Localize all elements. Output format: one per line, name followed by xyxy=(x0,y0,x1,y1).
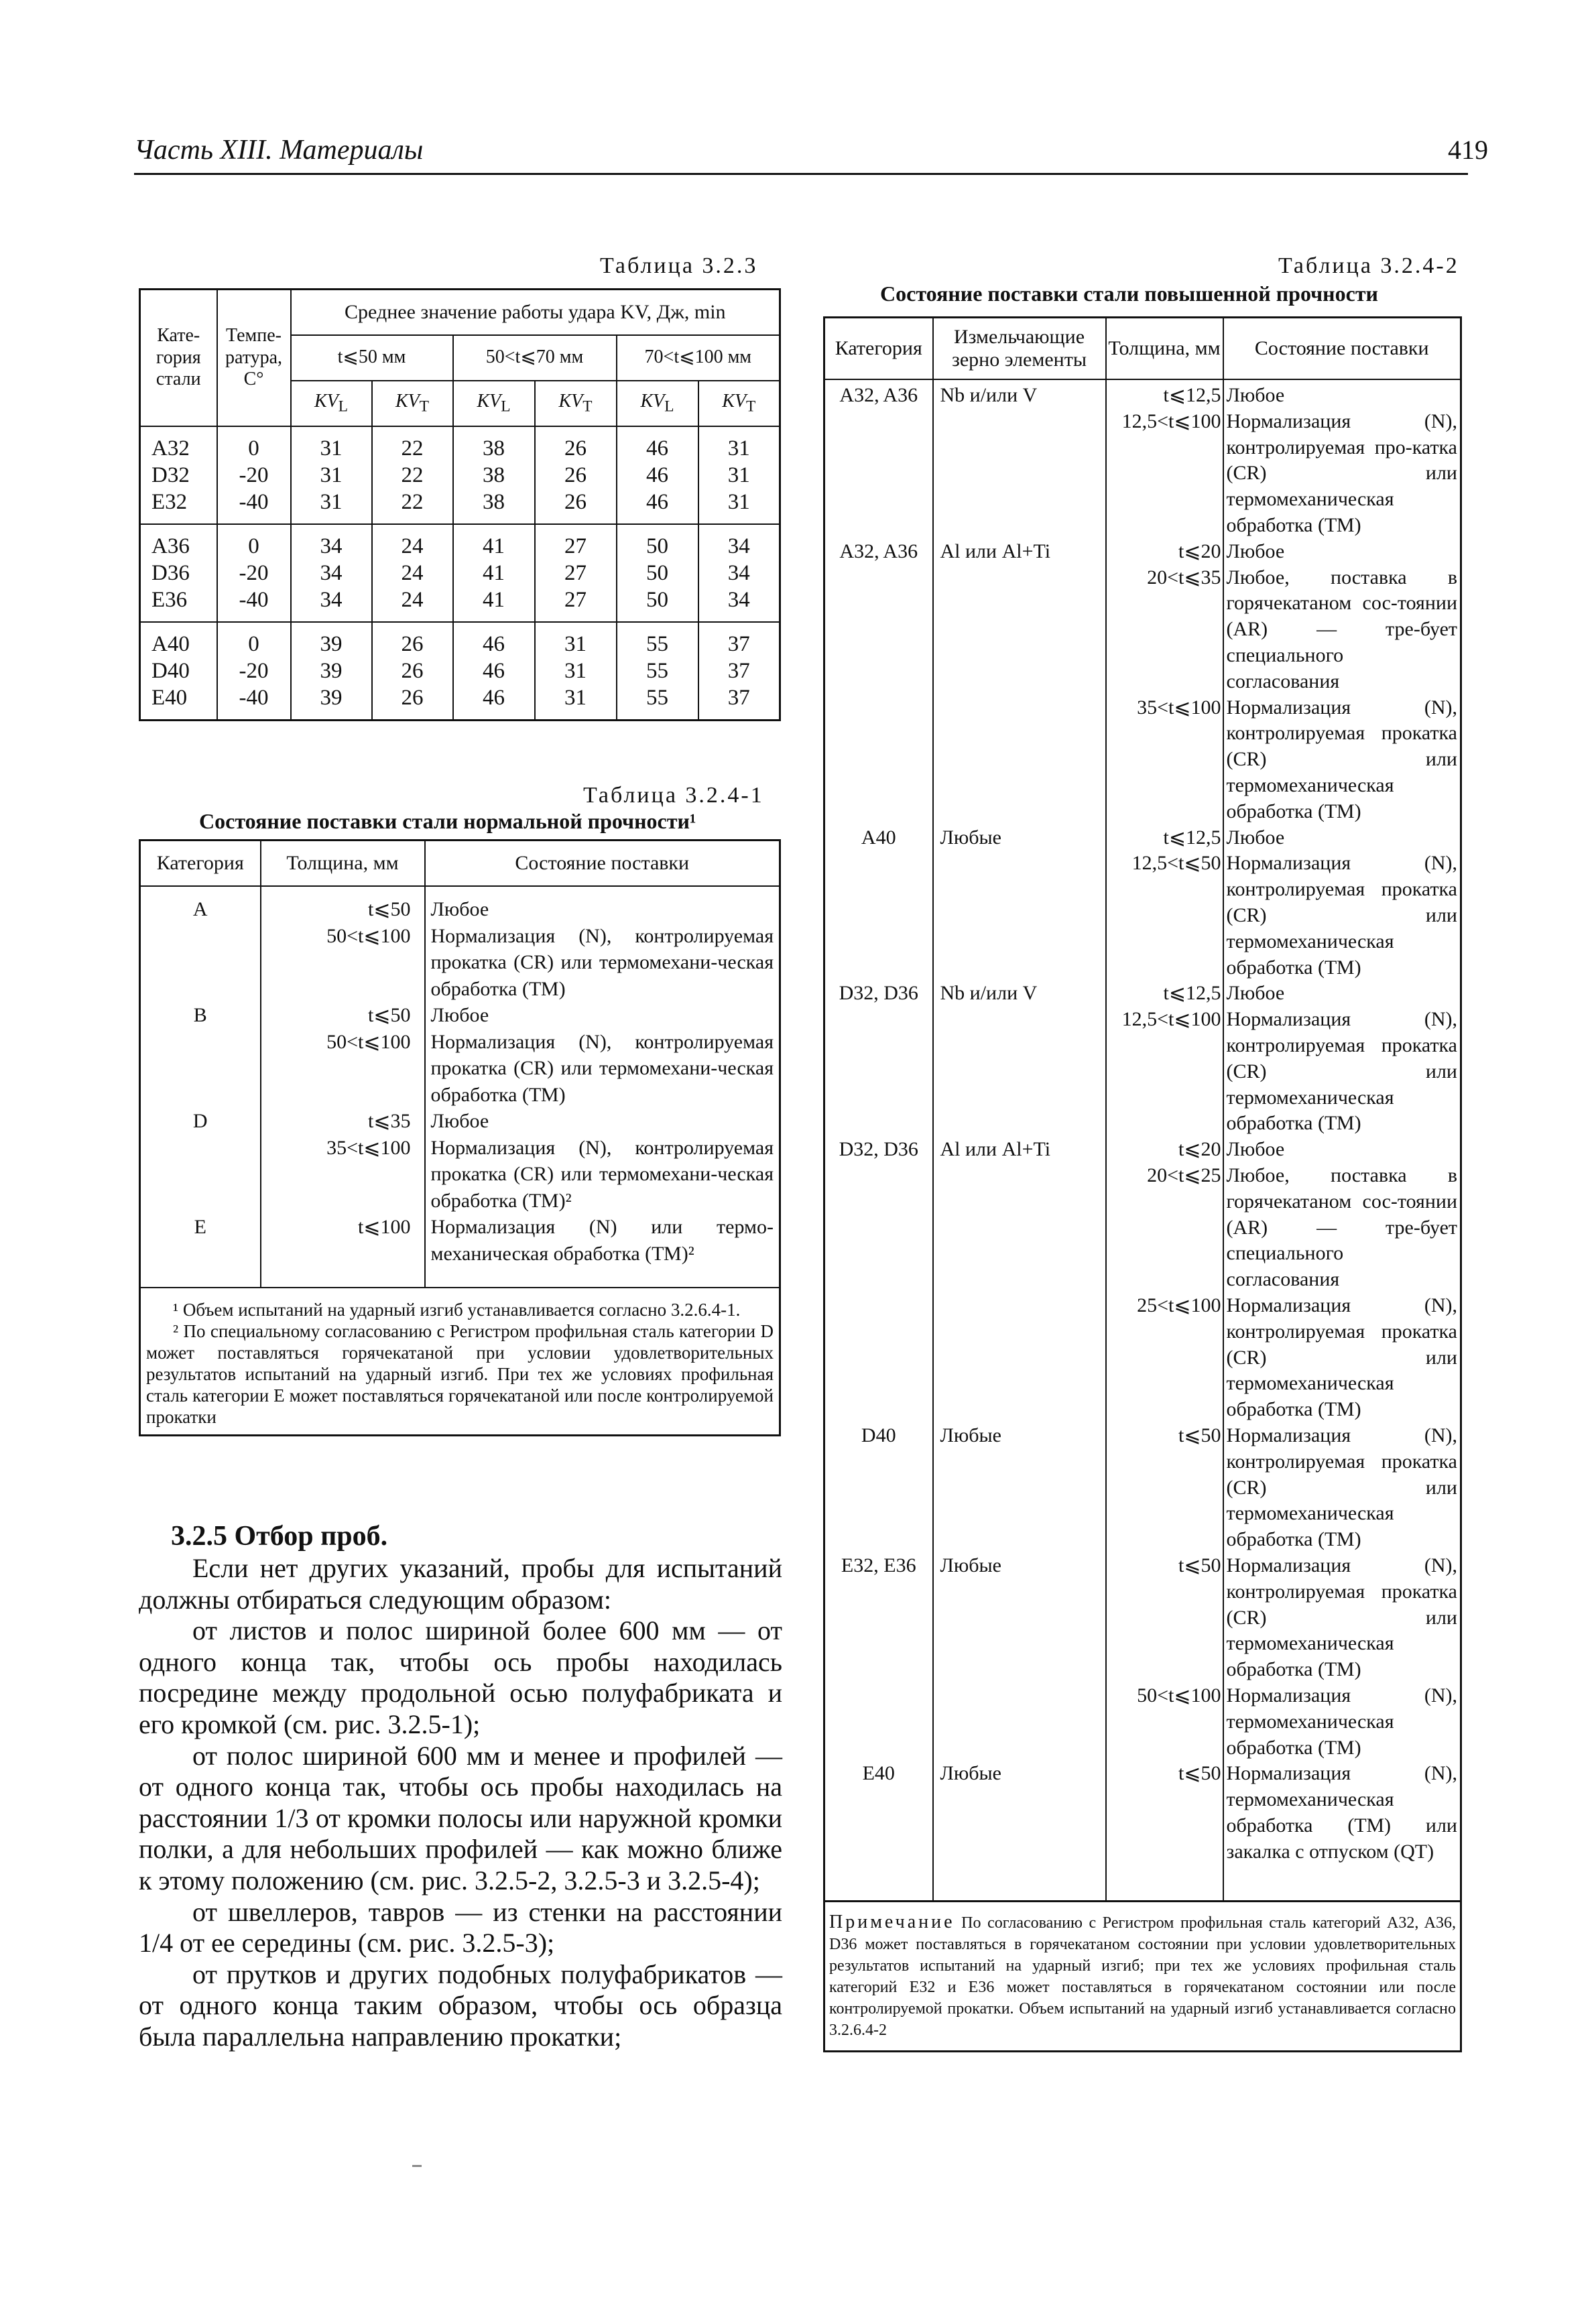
category-value: D36 xyxy=(151,560,190,585)
energy-value: 31 xyxy=(320,462,343,487)
energy-value: 26 xyxy=(564,436,587,460)
kvl-header: $KV_L$ xyxy=(453,381,535,426)
thickness-value: 12,5<t⩽100 xyxy=(1121,410,1221,432)
kvt-header: $KV_T$ xyxy=(535,381,617,426)
state-value: Любое, поставка в горячекатаном сос-тоянии (AR) — тре-бует специального согласования xyxy=(1226,566,1457,692)
temperature-value: 0 xyxy=(248,631,259,656)
energy-cell xyxy=(698,426,780,524)
thickness-cell xyxy=(1106,1137,1223,1423)
table-row xyxy=(824,825,1461,981)
energy-value: 55 xyxy=(646,658,668,683)
table-row xyxy=(824,1553,1461,1761)
category-cell: D32, D36 xyxy=(824,981,933,1137)
energy-value-lines xyxy=(536,631,616,711)
running-header-title: Часть XIII. Материалы xyxy=(134,135,424,166)
temperature-value-lines xyxy=(218,631,290,711)
temperature-value: -20 xyxy=(239,560,269,585)
stray-mark xyxy=(412,2165,422,2167)
energy-value-lines xyxy=(617,533,698,613)
energy-cell xyxy=(291,622,372,721)
note-text: По согласованию с Регистром профильная сталь категорий A32, A36, D36 может поставляться в горячекатаном состоянии при условии удовлетворительных результатов испытаний на ударный изгиб; при тех же условиях профильная сталь категорий E32 и E36 может поставляться в горячекатаном состоянии или после контролируемой прокатки. Объем испытаний на ударный изгиб устанавливается согласно 3.2.6.4-2 xyxy=(829,1914,1456,2040)
col-energy-header: Среднее значение работы удара KV, Дж, min xyxy=(291,290,780,335)
energy-value: 46 xyxy=(483,631,505,656)
thickness-cell xyxy=(1106,1423,1223,1553)
thickness-value: 12,5<t⩽100 xyxy=(1121,1008,1221,1031)
energy-cell xyxy=(453,524,535,622)
energy-value: 31 xyxy=(564,685,587,710)
energy-cell xyxy=(291,426,372,524)
state-value: Нормализация (N), термомеханическая обработка (ТМ) xyxy=(1226,1684,1457,1759)
table-3242-caption: Таблица 3.2.4-2 xyxy=(1278,253,1459,278)
energy-cell xyxy=(372,524,453,622)
category-value: D32 xyxy=(151,462,190,487)
table-row xyxy=(140,886,780,1002)
state-cell xyxy=(1223,539,1461,825)
thickness-value: t⩽50 xyxy=(368,898,411,920)
elements-cell: Любые xyxy=(933,1423,1106,1553)
energy-value-lines xyxy=(454,533,534,613)
thickness-value: t⩽50 xyxy=(1178,1554,1221,1576)
energy-value: 39 xyxy=(320,631,343,656)
thickness-cell xyxy=(1106,1761,1223,1902)
energy-value: 41 xyxy=(483,534,505,558)
energy-cell xyxy=(535,622,617,721)
table-3241-title: Состояние поставки стали нормальной прочности¹ xyxy=(199,809,696,833)
thickness-value: 50<t⩽100 xyxy=(326,924,411,947)
energy-value: 41 xyxy=(483,560,505,585)
paragraph: Если нет других указаний, пробы для испытаний должны отбираться следующим образом: xyxy=(139,1553,782,1615)
state-value: Нормализация (N), контролируемая прокатка (CR) или термомеханическая обработка (ТМ) xyxy=(1226,1424,1457,1551)
kvl-header: $KV_L$ xyxy=(617,381,698,426)
category-cell: A32, A36 xyxy=(824,539,933,825)
thickness-value: 25<t⩽100 xyxy=(1137,1294,1221,1316)
thickness-cell xyxy=(261,1108,425,1214)
energy-value: 34 xyxy=(727,560,750,585)
category-cell xyxy=(140,524,217,622)
category-value: A40 xyxy=(151,631,190,656)
state-value: Любое xyxy=(1226,384,1285,406)
state-value: Любое xyxy=(430,1110,489,1132)
category-value: A32 xyxy=(151,436,190,460)
col-category-header: Категория xyxy=(140,841,261,887)
energy-value: 26 xyxy=(401,685,424,710)
temperature-value: 0 xyxy=(248,436,259,460)
energy-value-lines xyxy=(536,435,616,515)
table-row xyxy=(140,426,780,524)
state-value: Нормализация (N), контролируемая прокатка (CR) или термомеханическая обработка (ТМ) xyxy=(1226,852,1457,979)
energy-value-lines xyxy=(454,435,534,515)
table-3241 xyxy=(139,839,781,1436)
energy-value: 34 xyxy=(320,560,343,585)
table-row xyxy=(824,981,1461,1137)
thickness-cell xyxy=(261,1002,425,1108)
elements-cell: Al или Al+Ti xyxy=(933,539,1106,825)
category-value: A36 xyxy=(151,534,190,558)
table-row xyxy=(140,1002,780,1108)
energy-value: 31 xyxy=(727,436,750,460)
state-value: Любое xyxy=(430,1004,489,1026)
table-row xyxy=(824,1137,1461,1423)
thickness-value: 50<t⩽100 xyxy=(326,1030,411,1053)
energy-cell xyxy=(698,524,780,622)
state-value: Нормализация (N), контролируемая прокатка (CR) или термомехани-ческая обработка (ТМ) xyxy=(430,1030,774,1106)
energy-cell xyxy=(453,426,535,524)
header-rule xyxy=(134,173,1468,175)
energy-value: 26 xyxy=(564,489,587,514)
col-thickness-header: Толщина, мм xyxy=(261,841,425,887)
energy-value-lines xyxy=(373,631,452,711)
col-state-header: Состояние поставки xyxy=(425,841,780,887)
state-cell xyxy=(1223,1423,1461,1553)
energy-value: 38 xyxy=(483,436,505,460)
elements-cell: Nb и/или V xyxy=(933,981,1106,1137)
thickness-value: 50<t⩽100 xyxy=(1137,1684,1221,1706)
energy-value-lines xyxy=(699,631,780,711)
state-cell xyxy=(425,1108,780,1214)
footnote-2: ² По специальному согласованию с Регистром профильная сталь категории D может поставляться горячекатаной при условии удовлетворительных результатов испытаний на ударный изгиб. При тех же условиях профильная сталь категории E может поставляться горячекатаной или после контролируемой прокатки xyxy=(146,1321,774,1427)
state-cell xyxy=(1223,379,1461,539)
paragraph: от прутков и других подобных полуфабрикатов — от одного конца таким образом, чтобы ось образца была параллельна направлению прокатки; xyxy=(139,1959,782,2052)
thickness-cell xyxy=(1106,1553,1223,1761)
energy-value: 50 xyxy=(646,534,668,558)
energy-value: 22 xyxy=(401,489,424,514)
energy-value: 46 xyxy=(646,489,668,514)
state-value: Нормализация (N), контролируемая про-катка (CR) или термомеханическая обработка (ТМ) xyxy=(1226,410,1457,536)
energy-value: 31 xyxy=(564,658,587,683)
energy-value: 34 xyxy=(727,587,750,612)
elements-cell: Nb и/или V xyxy=(933,379,1106,539)
energy-value: 26 xyxy=(401,631,424,656)
thickness-value: t⩽12,5 xyxy=(1163,384,1221,406)
energy-value-lines xyxy=(292,533,371,613)
state-value: Нормализация (N), контролируемая прокатка (CR) или термомехани-ческая обработка (ТМ) xyxy=(430,924,774,1000)
thickness-cell xyxy=(261,1214,425,1288)
energy-value: 26 xyxy=(564,462,587,487)
energy-value: 26 xyxy=(401,658,424,683)
table-3242-body xyxy=(824,379,1461,1902)
elements-cell: Любые xyxy=(933,1553,1106,1761)
thickness-value: t⩽50 xyxy=(1178,1424,1221,1446)
energy-value: 31 xyxy=(564,631,587,656)
temperature-value-lines xyxy=(218,435,290,515)
state-value: Нормализация (N), контролируемая прокатка (CR) или термомеханическая обработка (ТМ) xyxy=(1226,1008,1457,1135)
category-cell: D32, D36 xyxy=(824,1137,933,1423)
category-value-lines xyxy=(151,533,217,613)
energy-value: 31 xyxy=(320,436,343,460)
elements-cell: Al или Al+Ti xyxy=(933,1137,1106,1423)
elements-cell: Любые xyxy=(933,1761,1106,1902)
col-thickness-header: Толщина, мм xyxy=(1106,318,1223,380)
energy-value-lines xyxy=(373,533,452,613)
table-3241-caption: Таблица 3.2.4-1 xyxy=(583,783,764,808)
energy-value: 46 xyxy=(646,436,668,460)
col-elements-header: Измельчающие зерно элементы xyxy=(933,318,1106,380)
table-row xyxy=(824,1761,1461,1902)
temperature-cell xyxy=(217,622,291,721)
table-row xyxy=(824,539,1461,825)
energy-cell xyxy=(535,524,617,622)
kvt-header: $KV_T$ xyxy=(698,381,780,426)
state-value: Любое xyxy=(1226,540,1285,562)
category-cell: A32, A36 xyxy=(824,379,933,539)
category-cell xyxy=(140,426,217,524)
table-row xyxy=(824,1423,1461,1553)
energy-value: 27 xyxy=(564,587,587,612)
temperature-value: -40 xyxy=(239,685,269,710)
state-value: Нормализация (N), контролируемая прокатка (CR) или термомеханическая обработка (ТМ) xyxy=(1226,1554,1457,1681)
energy-value: 50 xyxy=(646,560,668,585)
thickness-cell xyxy=(1106,825,1223,981)
energy-value: 37 xyxy=(727,685,750,710)
energy-cell xyxy=(617,622,698,721)
energy-value: 37 xyxy=(727,658,750,683)
state-value: Любое xyxy=(430,898,489,920)
energy-cell xyxy=(617,524,698,622)
state-value: Нормализация (N), контролируемая прокатка (CR) или термомехани-ческая обработка (ТМ)² xyxy=(430,1136,774,1212)
table-3242-title: Состояние поставки стали повышенной прочности xyxy=(880,282,1378,306)
state-value: Любое xyxy=(1226,1138,1285,1161)
thickness-value: 12,5<t⩽50 xyxy=(1131,852,1221,875)
energy-value-lines xyxy=(373,435,452,515)
thickness-value: t⩽12,5 xyxy=(1163,982,1221,1005)
thickness-value: t⩽50 xyxy=(1178,1762,1221,1785)
energy-cell xyxy=(453,622,535,721)
paragraph: от листов и полос шириной более 600 мм — от одного конца так, чтобы ось пробы находилась посредине между продольной осью полуфабриката и его кромкой (см. рис. 3.2.5-1); xyxy=(139,1615,782,1739)
thickness-value: 20<t⩽35 xyxy=(1147,566,1221,588)
energy-value-lines xyxy=(617,631,698,711)
category-cell: E40 xyxy=(824,1761,933,1902)
energy-cell xyxy=(535,426,617,524)
thickness-cell xyxy=(1106,379,1223,539)
table-row xyxy=(824,379,1461,539)
footnote-1: ¹ Объем испытаний на ударный изгиб устанавливается согласно 3.2.6.4-1. xyxy=(173,1300,741,1320)
energy-value: 22 xyxy=(401,462,424,487)
temperature-value: 0 xyxy=(248,534,259,558)
category-cell: A xyxy=(140,886,261,1002)
table-row xyxy=(140,1108,780,1214)
category-cell: D40 xyxy=(824,1423,933,1553)
state-value: Любое xyxy=(1226,982,1285,1005)
kvt-header: $KV_T$ xyxy=(372,381,453,426)
energy-cell xyxy=(372,622,453,721)
temperature-value: -40 xyxy=(239,489,269,514)
energy-value-lines xyxy=(536,533,616,613)
energy-value: 38 xyxy=(483,489,505,514)
energy-value: 31 xyxy=(320,489,343,514)
col-category-header: Кате- гория стали xyxy=(140,290,217,426)
temperature-value: -20 xyxy=(239,462,269,487)
range-header: 50<t⩽70 мм xyxy=(453,335,617,381)
energy-value-lines xyxy=(699,533,780,613)
energy-value: 46 xyxy=(483,685,505,710)
category-value-lines xyxy=(151,435,217,515)
energy-value: 31 xyxy=(727,489,750,514)
energy-value-lines xyxy=(454,631,534,711)
energy-cell xyxy=(291,524,372,622)
thickness-cell xyxy=(261,886,425,1002)
kvl-header: $KV_L$ xyxy=(291,381,372,426)
page-number: 419 xyxy=(1448,135,1488,165)
range-header: 70<t⩽100 мм xyxy=(617,335,780,381)
state-cell xyxy=(1223,1553,1461,1761)
thickness-value: t⩽20 xyxy=(1178,1138,1221,1161)
energy-cell xyxy=(698,622,780,721)
energy-value: 37 xyxy=(727,631,750,656)
category-value: D40 xyxy=(151,658,190,683)
energy-value-lines xyxy=(292,631,371,711)
state-value: Любое xyxy=(1226,826,1285,849)
energy-value: 38 xyxy=(483,462,505,487)
energy-value: 41 xyxy=(483,587,505,612)
state-value: Нормализация (N), термомеханическая обработка (ТМ) или закалка с отпуском (QT) xyxy=(1226,1762,1457,1863)
state-value: Любое, поставка в горячекатаном сос-тоянии (AR) — тре-бует специального согласования xyxy=(1226,1164,1457,1291)
thickness-value: t⩽50 xyxy=(368,1004,411,1026)
state-cell xyxy=(425,1002,780,1108)
category-value: E36 xyxy=(151,587,188,612)
energy-value: 31 xyxy=(727,462,750,487)
category-cell: E xyxy=(140,1214,261,1288)
energy-value: 34 xyxy=(320,534,343,558)
paragraph: от швеллеров, тавров — из стенки на расстоянии 1/4 от ее середины (см. рис. 3.2.5-3); xyxy=(139,1896,782,1959)
energy-value: 24 xyxy=(401,560,424,585)
table-3241-body xyxy=(140,886,780,1288)
temperature-value: -20 xyxy=(239,658,269,683)
temperature-cell xyxy=(217,524,291,622)
temperature-value: -40 xyxy=(239,587,269,612)
paragraph: от полос шириной 600 мм и менее и профилей — от одного конца так, чтобы ось пробы находилась на расстоянии 1/3 от кромки полосы или наружной кромки полки, а для небольших профилей — как можно ближе к этому положению (см. рис. 3.2.5-2, 3.2.5-3 и 3.2.5-4); xyxy=(139,1740,782,1896)
category-value: E32 xyxy=(151,489,188,514)
category-value-lines xyxy=(151,631,217,711)
table-323 xyxy=(139,288,781,721)
energy-value: 22 xyxy=(401,436,424,460)
state-value: Нормализация (N) или термо-механическая обработка (ТМ)² xyxy=(430,1216,774,1265)
section-heading: 3.2.5 Отбор проб. xyxy=(171,1521,388,1552)
note-label: Примечание xyxy=(829,1912,955,1933)
energy-value: 27 xyxy=(564,534,587,558)
energy-value: 46 xyxy=(483,658,505,683)
state-cell xyxy=(1223,981,1461,1137)
state-cell xyxy=(1223,825,1461,981)
energy-value: 34 xyxy=(727,534,750,558)
energy-value: 24 xyxy=(401,534,424,558)
energy-cell xyxy=(617,426,698,524)
energy-value: 39 xyxy=(320,658,343,683)
col-category-header: Категория xyxy=(824,318,933,380)
thickness-value: t⩽12,5 xyxy=(1163,826,1221,849)
temperature-value-lines xyxy=(218,533,290,613)
energy-value: 55 xyxy=(646,631,668,656)
table-row xyxy=(140,524,780,622)
thickness-cell xyxy=(1106,981,1223,1137)
section-body xyxy=(139,1553,782,2053)
thickness-value: 35<t⩽100 xyxy=(326,1136,411,1159)
energy-value: 50 xyxy=(646,587,668,612)
state-cell xyxy=(1223,1761,1461,1902)
energy-value-lines xyxy=(699,435,780,515)
thickness-cell xyxy=(1106,539,1223,825)
state-cell xyxy=(425,886,780,1002)
table-3242-note xyxy=(824,1902,1461,2052)
state-value: Нормализация (N), контролируемая прокатка (CR) или термомеханическая обработка (ТМ) xyxy=(1226,1294,1457,1421)
energy-value: 39 xyxy=(320,685,343,710)
state-cell xyxy=(425,1214,780,1288)
temperature-cell xyxy=(217,426,291,524)
category-cell: D xyxy=(140,1108,261,1214)
energy-value: 55 xyxy=(646,685,668,710)
energy-value: 46 xyxy=(646,462,668,487)
category-value: E40 xyxy=(151,685,188,710)
energy-cell xyxy=(372,426,453,524)
state-cell xyxy=(1223,1137,1461,1423)
thickness-value: t⩽100 xyxy=(358,1216,411,1238)
table-row xyxy=(140,622,780,721)
thickness-value: t⩽20 xyxy=(1178,540,1221,562)
energy-value: 27 xyxy=(564,560,587,585)
table-3242 xyxy=(823,316,1462,2052)
table-3241-footnotes xyxy=(140,1288,780,1436)
elements-cell: Любые xyxy=(933,825,1106,981)
energy-value: 24 xyxy=(401,587,424,612)
thickness-value: t⩽35 xyxy=(368,1110,411,1132)
col-state-header: Состояние поставки xyxy=(1223,318,1461,380)
table-323-caption: Таблица 3.2.3 xyxy=(600,253,758,278)
state-value: Нормализация (N), контролируемая прокатка (CR) или термомеханическая обработка (ТМ) xyxy=(1226,696,1457,822)
table-323-body xyxy=(140,426,780,721)
category-cell xyxy=(140,622,217,721)
thickness-value: 20<t⩽25 xyxy=(1147,1164,1221,1186)
table-row xyxy=(140,1214,780,1288)
category-cell: E32, E36 xyxy=(824,1553,933,1761)
energy-value-lines xyxy=(617,435,698,515)
energy-value-lines xyxy=(292,435,371,515)
category-cell: A40 xyxy=(824,825,933,981)
range-header: t⩽50 мм xyxy=(291,335,453,381)
col-temperature-header: Темпе- ратура, С° xyxy=(217,290,291,426)
thickness-value: 35<t⩽100 xyxy=(1137,696,1221,719)
energy-value: 34 xyxy=(320,587,343,612)
category-cell: B xyxy=(140,1002,261,1108)
